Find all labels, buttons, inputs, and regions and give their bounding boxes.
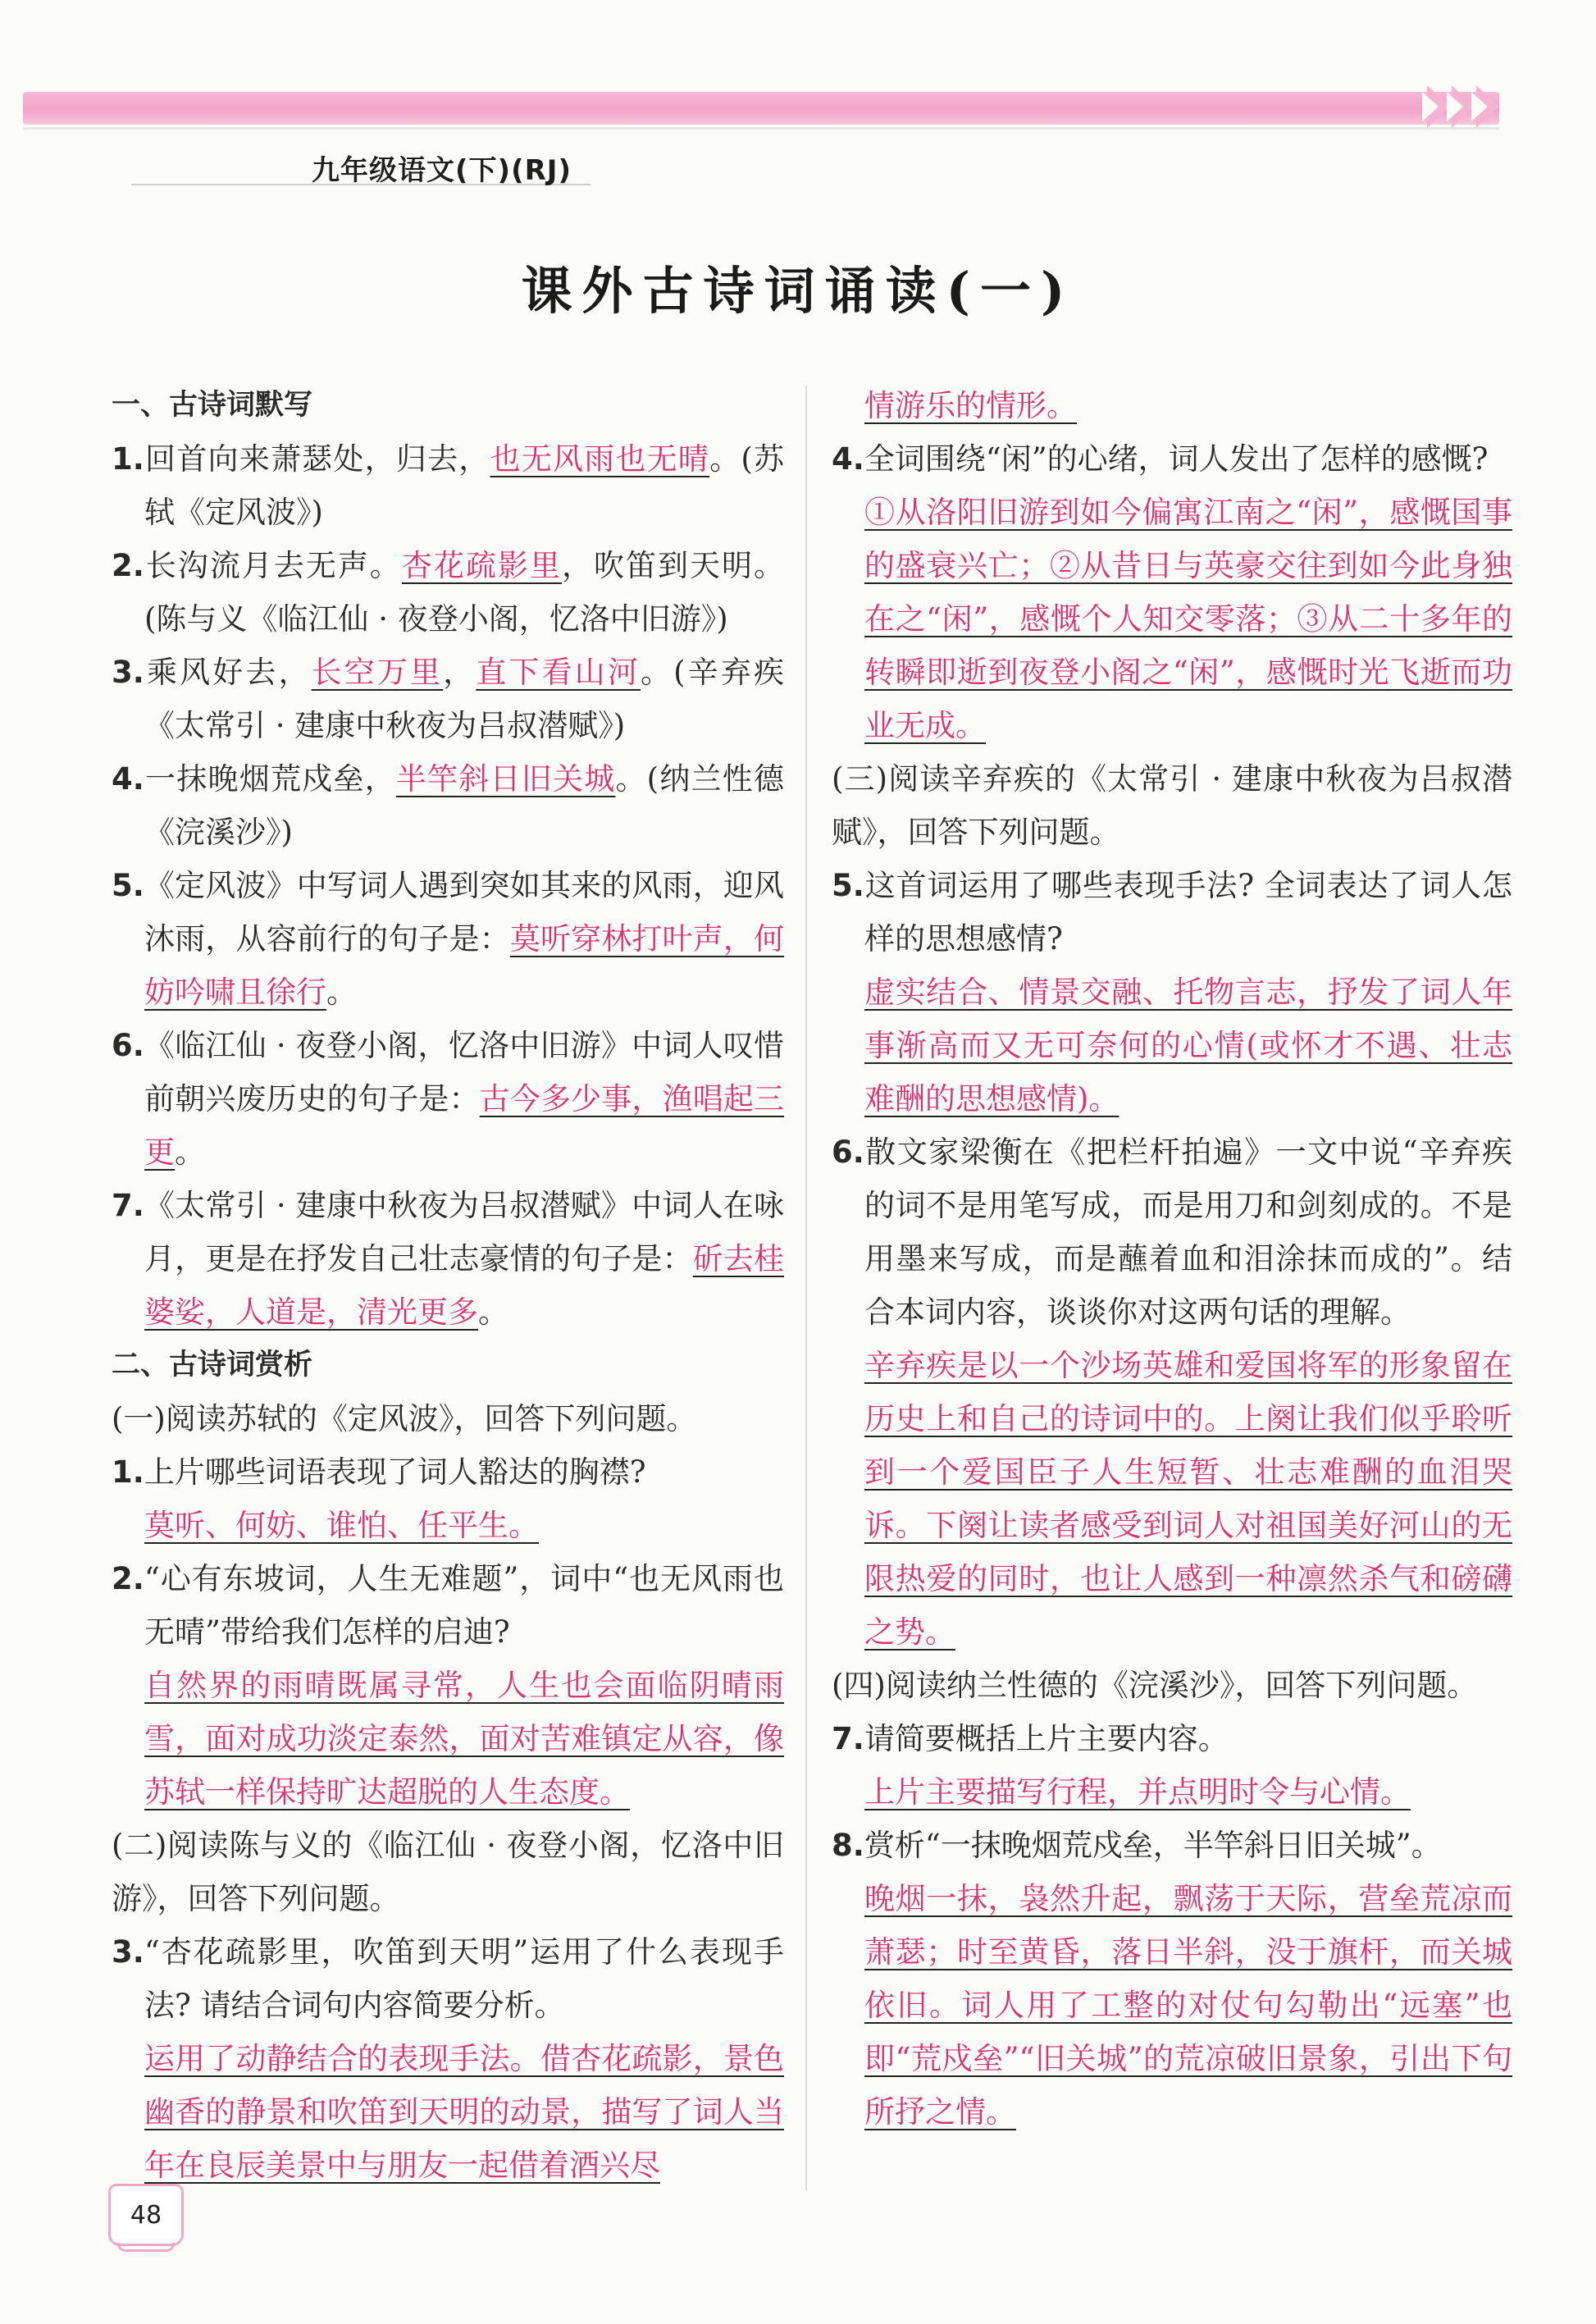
question-a6: 6.散文家梁衡在《把栏杆拍遍》一文中说“辛弃疾的词不是用笔写成，而是用刀和剑刻成的。不是用墨来写成，而是蘸着血和泪涂抹而成的”。结合本词内容，谈谈你对这两句话的理解。: [832, 1135, 1512, 1330]
section-heading-recitation: 一、古诗词默写: [112, 389, 313, 422]
book-title-bar: [131, 136, 591, 185]
book-title: 九年级语文(下)(RJ): [312, 154, 572, 187]
question-2: 2.长沟流月去无声。杏花疏影里，吹笛到天明。(陈与义《临江仙 · 夜登小阁，忆洛中旧游》): [112, 548, 785, 637]
answer-fill: 杏花疏影里: [401, 548, 562, 583]
page-number-badge: [108, 2184, 184, 2246]
question-3: 3.乘风好去，长空万里，直下看山河。(辛弃疾《太常引 · 建康中秋夜为吕叔潜赋》): [112, 655, 785, 743]
answer-a4: ①从洛阳旧游到如今偏寓江南之“闲”，感慨国事的盛衰兴亡；②从昔日与英豪交往到如今此身独在之“闲”，感慨个人知交零落；③从二十多年的转瞬即逝到夜登小阁之“闲”，感慨时光飞逝而功业无成。: [864, 495, 1512, 743]
chevron-arrows-icon: [1427, 85, 1499, 131]
answer-a1: 莫听、何妨、谁怕、任平生。: [144, 1508, 539, 1543]
answer-a6: 辛弃疾是以一个沙场英雄和爱国将军的形象留在历史上和自己的诗词中的。上阕让我们似乎聆听到一个爱国臣子人生短暂、壮志难酬的血泪哭诉。下阕让读者感受到词人对祖国美好河山的无限热爱的同时，也让人感到一种凛然杀气和磅礴之势。: [864, 1348, 1512, 1650]
answer-a2: 自然界的雨晴既属寻常，人生也会面临阴晴雨雪，面对成功淡定泰然，面对苦难镇定从容，像苏轼一样保持旷达超脱的人生态度。: [144, 1668, 784, 1810]
answer-a8: 晚烟一抹，袅然升起，飘荡于天际，营垒荒凉而萧瑟；时至黄昏，落日半斜，没于旗杆，而关城依旧。词人用了工整的对仗句勾勒出“远塞”也即“荒戍垒”“旧关城”的荒凉破旧景象，引出下句所抒之情。: [864, 1881, 1512, 2130]
answer-fill: 直下看山河: [476, 655, 641, 690]
question-a2: 2.“心有东坡词，人生无难题”，词中“也无风雨也无晴”带给我们怎样的启迪?: [112, 1561, 784, 1650]
section-heading-appreciation: 二、古诗词赏析: [112, 1349, 313, 1381]
question-a3: 3.“杏花疏影里，吹笛到天明”运用了什么表现手法? 请结合词句内容简要分析。: [112, 1934, 784, 2023]
answer-fill: 莫听穿林打叶声，何妨吟啸且徐行: [144, 921, 785, 1010]
question-1: 1.回首向来萧瑟处，归去，也无风雨也无晴。(苏轼《定风波》): [112, 441, 785, 530]
page-title: 课外古诗词诵读(一): [521, 261, 1075, 321]
passage-intro-4: (四)阅读纳兰性德的《浣溪沙》，回答下列问题。: [832, 1668, 1478, 1703]
question-6: 6.《临江仙 · 夜登小阁，忆洛中旧游》中词人叹惜前朝兴废历史的句子是：古今多少事，渔唱起三更。: [112, 1028, 785, 1170]
answer-fill: 斫去桂婆娑，人道是，清光更多: [144, 1241, 785, 1330]
answer-a3: 运用了动静结合的表现手法。借杏花疏影，景色幽香的静景和吹笛到天明的动景，描写了词人当年在良辰美景中与朋友一起借着酒兴尽: [144, 2041, 784, 2183]
right-column: [832, 379, 1512, 2139]
header-band: [23, 92, 1499, 125]
answer-a7: 上片主要描写行程，并点明时令与心情。: [864, 1774, 1411, 1810]
question-a4: 4.全词围绕“闲”的心绪，词人发出了怎样的感慨?: [832, 441, 1489, 477]
answer-a3-continued: 情游乐的情形。: [864, 388, 1077, 423]
question-a8: 8.赏析“一抹晚烟荒戍垒，半竿斜日旧关城”。: [832, 1828, 1442, 1863]
question-7: 7.《太常引 · 建康中秋夜为吕叔潜赋》中词人在咏月，更是在抒发自己壮志豪情的句子是：斫去桂婆娑，人道是，清光更多。: [112, 1188, 785, 1330]
column-divider: [805, 386, 807, 2190]
passage-intro-1: (一)阅读苏轼的《定风波》，回答下列问题。: [112, 1401, 697, 1436]
answer-a5: 虚实结合、情景交融、托物言志，抒发了词人年事渐高而又无可奈何的心情(或怀才不遇、壮志难酬的思想感情)。: [864, 975, 1512, 1116]
left-column: [112, 379, 784, 2192]
answer-fill: 也无风雨也无晴: [490, 441, 710, 477]
answer-fill: 古今多少事，渔唱起三更: [144, 1081, 785, 1170]
question-4: 4.一抹晚烟荒戍垒，半竿斜日旧关城。(纳兰性德《浣溪沙》): [112, 761, 785, 850]
question-a7: 7.请简要概括上片主要内容。: [832, 1721, 1229, 1756]
page-number: 48: [130, 2200, 162, 2230]
passage-intro-3: (三)阅读辛弃疾的《太常引 · 建康中秋夜为吕叔潜赋》，回答下列问题。: [832, 761, 1512, 850]
passage-intro-2: (二)阅读陈与义的《临江仙 · 夜登小阁，忆洛中旧游》，回答下列问题。: [112, 1828, 784, 1916]
question-5: 5.《定风波》中写词人遇到突如其来的风雨，迎风沐雨，从容前行的句子是：莫听穿林打叶声，何妨吟啸且徐行。: [112, 868, 785, 1010]
question-a5: 5.这首词运用了哪些表现手法? 全词表达了词人怎样的思想感情?: [832, 868, 1512, 957]
answer-fill: 半竿斜日旧关城: [395, 761, 616, 797]
question-a1: 1.上片哪些词语表现了词人豁达的胸襟?: [112, 1454, 646, 1490]
answer-fill: 长空万里: [311, 655, 444, 690]
